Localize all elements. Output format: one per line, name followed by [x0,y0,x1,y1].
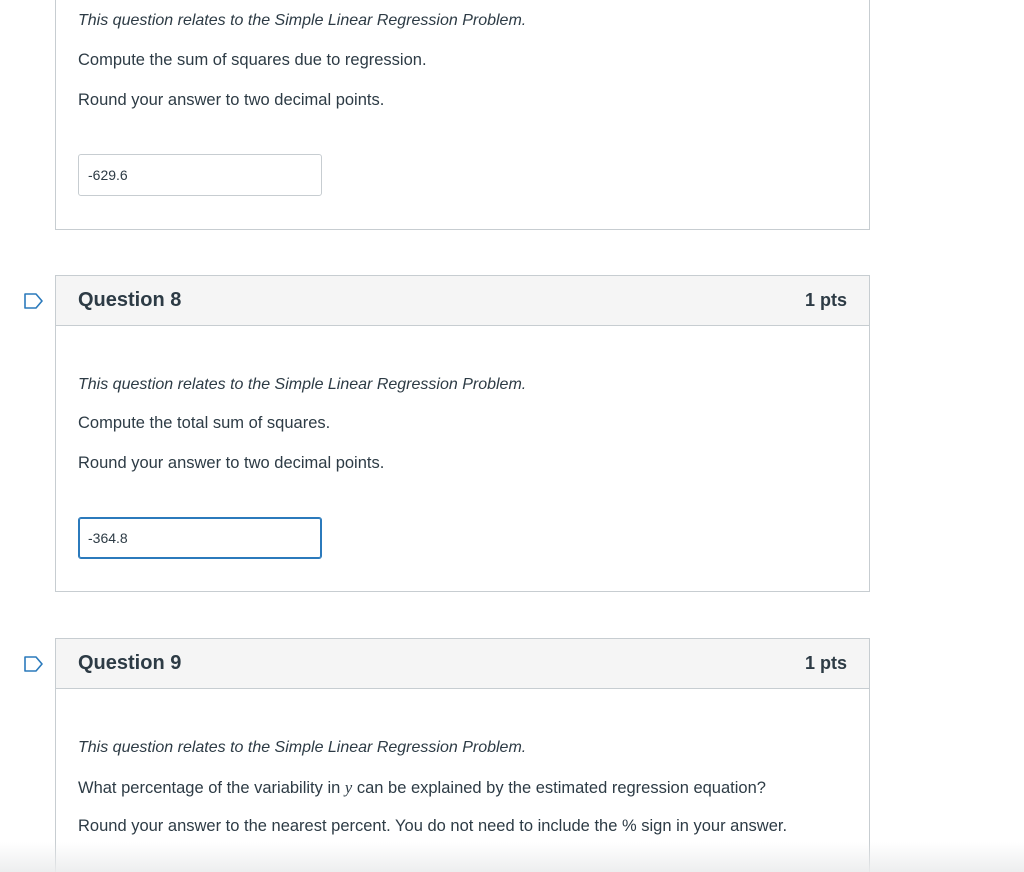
question-8-card [55,275,870,592]
question-9-prompt-variable: y [344,778,353,797]
question-7-answer-input[interactable] [78,154,322,196]
question-8-title: Question 8 [78,289,182,311]
question-9-card [55,638,870,872]
question-9-prompt [78,778,766,798]
question-7-prompt: Compute the sum of squares due to regression. [78,51,427,69]
bookmark-icon[interactable] [24,656,44,672]
question-9-header [56,639,869,689]
question-8-points: 1 pts [804,290,847,310]
question-8-instruction: Round your answer to two decimal points. [78,454,385,472]
question-9-instruction: Round your answer to the nearest percent. You do not need to include the % sign in your answer. [78,817,788,835]
question-9-title: Question 9 [78,652,182,674]
question-7-instruction: Round your answer to two decimal points. [78,91,385,109]
question-9-intro: This question relates to the Simple Linear Regression Problem. [78,739,527,756]
question-7-intro: This question relates to the Simple Linear Regression Problem. [78,12,527,29]
question-9-prompt-end: can be explained by the estimated regression equation? [356,779,766,797]
question-9-points: 1 pts [804,653,847,673]
question-7-card [55,0,870,230]
question-8-prompt: Compute the total sum of squares. [78,414,331,432]
question-8-answer-input[interactable] [78,517,322,559]
bookmark-icon[interactable] [24,293,44,309]
question-9-prompt-start: What percentage of the variability in [78,779,341,797]
question-8-header [56,276,869,326]
question-8-intro: This question relates to the Simple Linear Regression Problem. [78,376,527,393]
